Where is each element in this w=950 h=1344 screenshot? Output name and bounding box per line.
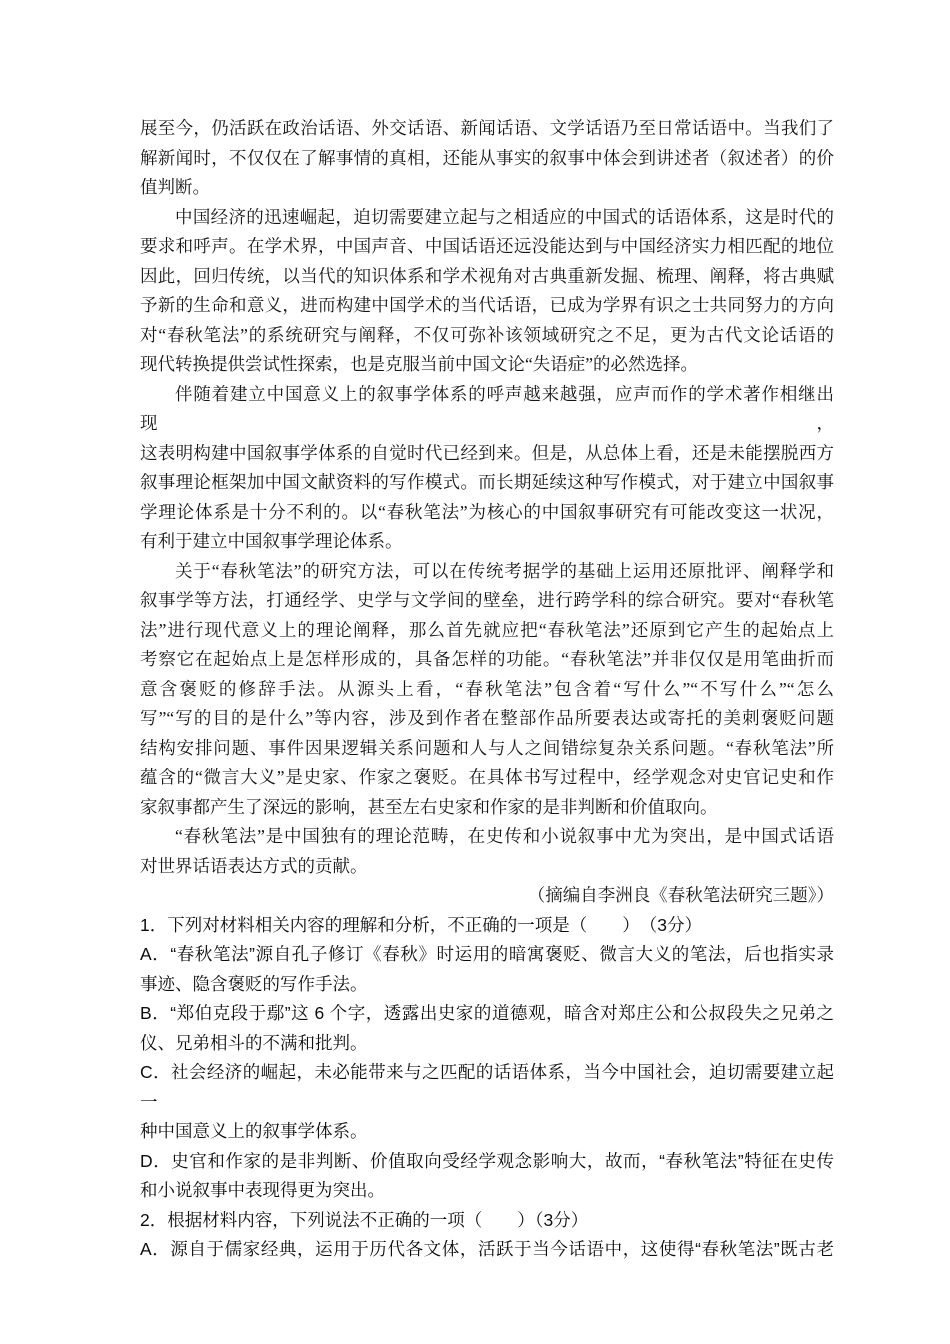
question-line: 仪、兄弟相斗的不满和批判。 <box>140 1032 368 1053</box>
passage-line: 考察它在起始点上是怎样形成的，具备怎样的功能。“春秋笔法”并非仅仅是用笔曲折而 <box>140 649 834 669</box>
reading-passage <box>140 114 834 881</box>
question-line: B．“郑伯克段于鄢”这 6 个字，透露出史家的道德观，暗含对郑庄公和公叔段失之兄弟之 <box>140 1003 834 1023</box>
passage-line: 有利于建立中国叙事学理论体系。 <box>140 531 403 551</box>
question-line: C．社会经济的崛起，未必能带来与之匹配的话语体系，当今中国社会，迫切需要建立起一 <box>140 1062 834 1112</box>
passage-line: 关于“春秋笔法”的研究方法，可以在传统考据学的基础上运用还原批评、阐释学和 <box>175 560 834 581</box>
passage-line: 解新闻时，不仅仅在了解事情的真相，还能从事实的叙事中体会到讲述者（叙述者）的价 <box>140 147 834 168</box>
passage-line: 这表明构建中国叙事学体系的自觉时代已经到来。但是，从总体上看，还是未能摆脱西方 <box>140 442 834 463</box>
source-citation: （摘编自李洲良《春秋笔法研究三题》） <box>527 885 834 905</box>
question-line: 2．根据材料内容，下列说法不正确的一项（ ）（3分） <box>140 1209 589 1230</box>
passage-line: 法”进行现代意义上的理论阐释，那么首先就应把“春秋笔法”还原到它产生的起始点上 <box>140 619 834 640</box>
passage-line: 中国经济的迅速崛起，迫切需要建立起与之相适应的中国式的话语体系，这是时代的 <box>175 206 834 227</box>
passage-line: 予新的生命和意义，进而构建中国学术的当代话语，已成为学界有识之士共同努力的方向 <box>140 295 834 315</box>
question-line: D．史官和作家的是非判断、价值取向受经学观念影响大，故而，“春秋笔法”特征在史传 <box>140 1150 834 1171</box>
passage-line: 伴随着建立中国意义上的叙事学体系的呼声越来越强，应声而作的学术著作相继出现， <box>140 383 834 433</box>
passage-line: “春秋笔法”是中国独有的理论范畴，在史传和小说叙事中尤为突出，是中国式话语 <box>175 826 834 846</box>
passage-line: 对世界话语表达方式的贡献。 <box>140 855 368 876</box>
passage-line: 现代转换提供尝试性探索，也是克服当前中国文论“失语症”的必然选择。 <box>140 354 699 374</box>
passage-line: 因此，回归传统，以当代的知识体系和学术视角对古典重新发掘、梳理、阐释，将古典赋 <box>140 265 834 286</box>
passage-line: 对“春秋笔法”的系统研究与阐释，不仅可弥补该领域研究之不足，更为古代文论话语的 <box>140 324 834 345</box>
passage-line: 家叙事都产生了深远的影响，甚至左右史家和作家的是非判断和价值取向。 <box>140 796 718 817</box>
passage-line: 意含褒贬的修辞手法。从源头上看，“春秋笔法”包含着“写什么”“不写什么”“怎么 <box>140 678 834 699</box>
question-line: A．“春秋笔法”源自孔子修订《春秋》时运用的暗寓褒贬、微言大义的笔法，后也指实录 <box>140 944 834 964</box>
passage-line: 展至今，仍活跃在政治话语、外交话语、新闻话语、文学话语乃至日常话语中。当我们了 <box>140 118 834 138</box>
document-page <box>140 114 834 1265</box>
passage-line: 写”“写的目的是什么”等内容，涉及到作者在整部作品所要表达或寄托的美刺褒贬问题 <box>140 708 834 728</box>
passage-line: 叙事理论框架加中国文献资料的写作模式。而长期延续这种写作模式，对于建立中国叙事 <box>140 472 834 492</box>
passage-line: 结构安排问题、事件因果逻辑关系问题和人与人之间错综复杂关系问题。“春秋笔法”所 <box>140 737 834 758</box>
questions-section <box>140 911 834 1265</box>
passage-line: 蕴含的“微言大义”是史家、作家之褒贬。在具体书写过程中，经学观念对史官记史和作 <box>140 767 834 787</box>
question-line: A．源自于儒家经典，运用于历代各文体，活跃于当今话语中，这使得“春秋笔法”既古老 <box>140 1239 834 1259</box>
passage-line: 值判断。 <box>140 177 210 197</box>
question-line: 事迹、隐含褒贬的写作手法。 <box>140 973 368 994</box>
question-line: 1．下列对材料相关内容的理解和分析，不正确的一项是（ ） （3分） <box>140 914 702 935</box>
question-line: 和小说叙事中表现得更为突出。 <box>140 1180 385 1200</box>
question-line: 种中国意义上的叙事学体系。 <box>140 1121 368 1141</box>
passage-line: 叙事学等方法，打通经学、史学与文学间的壁垒，进行跨学科的综合研究。要对“春秋笔 <box>140 590 834 610</box>
citation-block <box>140 881 834 911</box>
passage-line: 学理论体系是十分不利的。以“春秋笔法”为核心的中国叙事研究有可能改变这一状况， <box>140 501 834 522</box>
passage-line: 要求和呼声。在学术界，中国声音、中国话语还远没能达到与中国经济实力相匹配的地位 <box>140 236 834 256</box>
